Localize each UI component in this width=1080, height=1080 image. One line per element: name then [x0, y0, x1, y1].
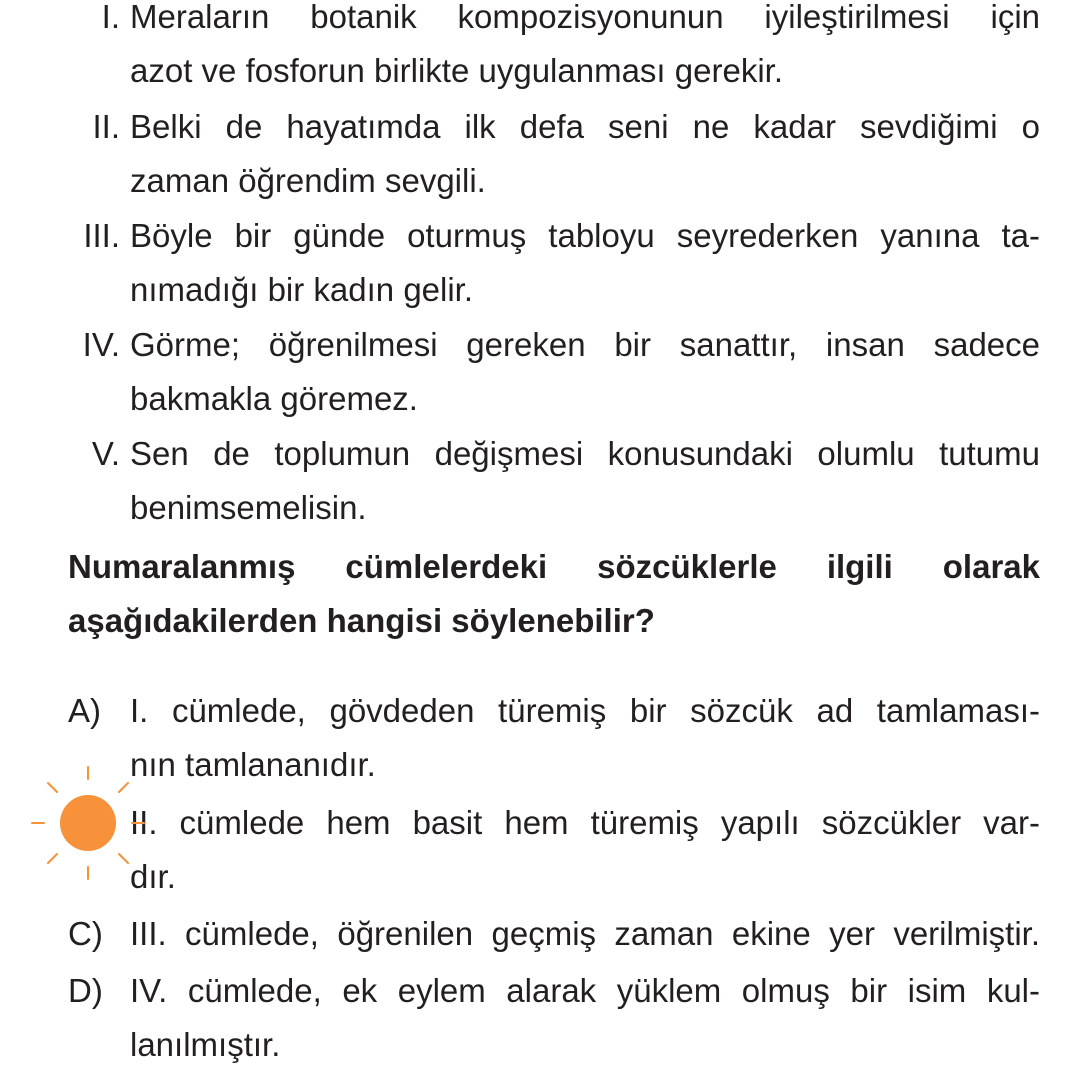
- option-text-line: dır.: [130, 858, 176, 895]
- statement-number: II.: [92, 108, 120, 145]
- statement-number: III.: [83, 217, 120, 254]
- option-letter: C): [68, 915, 103, 952]
- sun-disc: [60, 795, 116, 851]
- statement-text-line: benimsemelisin.: [130, 489, 367, 526]
- option-letter: A): [68, 692, 101, 729]
- statement-number: IV.: [82, 326, 120, 363]
- option-text-line: II. cümlede hem basit hem türemiş yapılı sözcükler var-: [130, 804, 1040, 841]
- statement-number: V.: [91, 435, 120, 472]
- statement-text-line: Görme; öğrenilmesi gereken bir sanattır, insan sadece: [130, 326, 1040, 363]
- statement-text-line: azot ve fosforun birlikte uygulanması gerekir.: [130, 52, 783, 89]
- statement-text-line: nımadığı bir kadın gelir.: [130, 271, 474, 308]
- statement-text-line: Sen de toplumun değişmesi konusundaki olumlu tutumu: [130, 435, 1040, 472]
- statement-text-line: zaman öğrendim sevgili.: [130, 162, 486, 199]
- option-text-line: nın tamlananıdır.: [130, 746, 376, 783]
- statement-text-line: Belki de hayatımda ilk defa seni ne kadar sevdiğimi o: [130, 108, 1040, 145]
- option-letter: D): [68, 972, 103, 1009]
- statement-text-line: bakmakla göremez.: [130, 380, 418, 417]
- option-text-line: lanılmıştır.: [130, 1026, 281, 1063]
- question-text-line: aşağıdakilerden hangisi söylenebilir?: [68, 602, 655, 639]
- question-text-line: Numaralanmış cümlelerdeki sözcüklerle ilgili olarak: [68, 548, 1040, 585]
- sun-marker-icon[interactable]: [28, 763, 148, 883]
- option-text-line: IV. cümlede, ek eylem alarak yüklem olmuş bir isim kul-: [130, 972, 1040, 1009]
- option-text-line: I. cümlede, gövdeden türemiş bir sözcük ad tamlaması-: [130, 692, 1040, 729]
- statement-text-line: Böyle bir günde oturmuş tabloyu seyrederken yanına ta-: [130, 217, 1040, 254]
- statement-number: I.: [101, 0, 120, 35]
- option-text-line: III. cümlede, öğrenilen geçmiş zaman ekine yer verilmiştir.: [130, 915, 1040, 952]
- statement-text-line: Meraların botanik kompozisyonunun iyileştirilmesi için: [130, 0, 1040, 35]
